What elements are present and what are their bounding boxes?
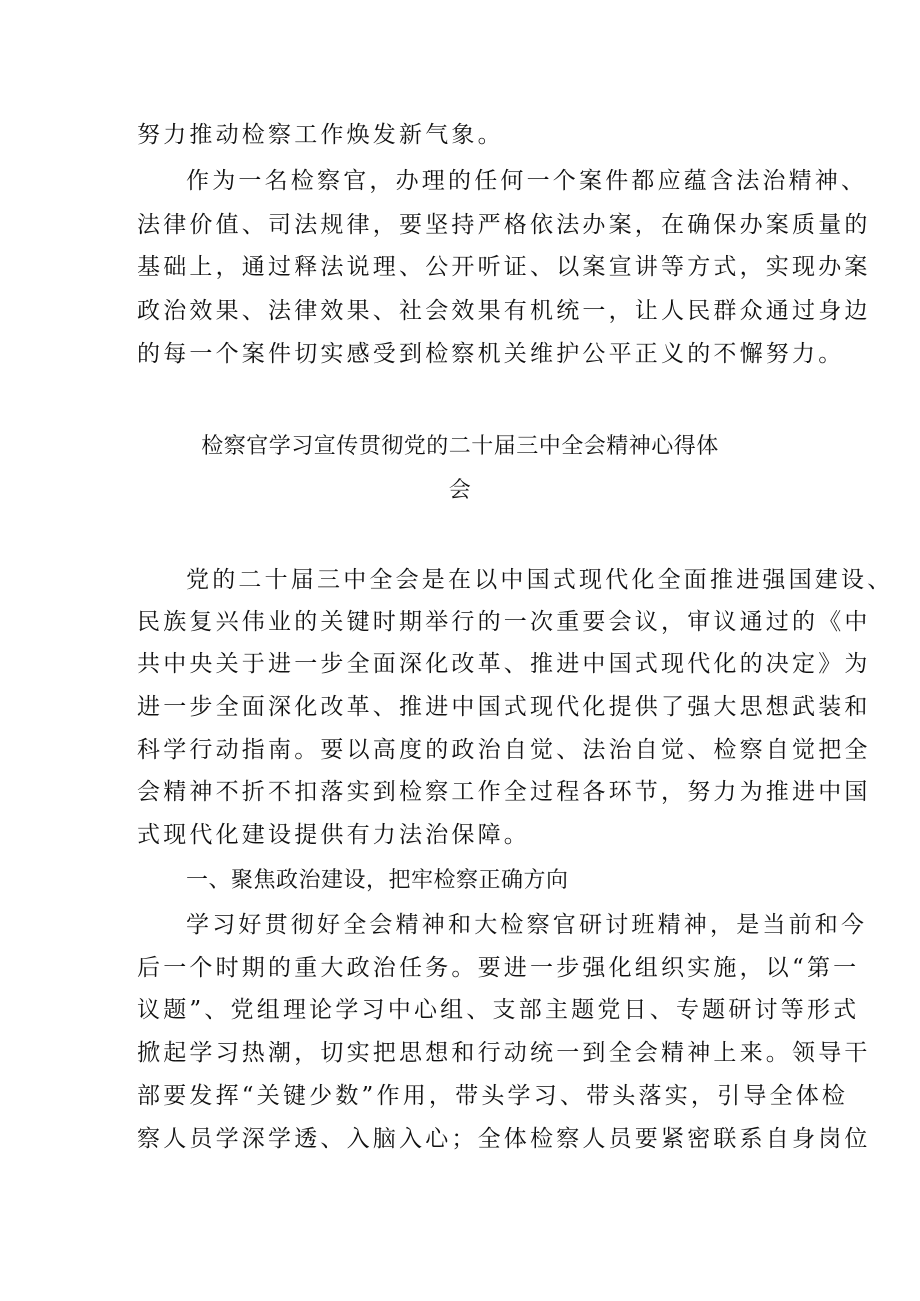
paragraph-1-line-4: 政治效果、法律效果、社会效果有机统一，让人民群众通过身边: [137, 298, 871, 324]
article-title-line-1: 检察官学习宣传贯彻党的二十届三中全会精神心得体: [201, 434, 719, 459]
paragraph-2-line-7: 式现代化建设提供有力法治保障。: [137, 822, 530, 848]
paragraph-2-line-4: 进一步全面深化改革、推进中国式现代化提供了强大思想武装和: [137, 694, 871, 720]
paragraph-2-line-2: 民族复兴伟业的关键时期举行的一次重要会议，审议通过的《中: [137, 609, 871, 635]
paragraph-1-line-5: 的每一个案件切实感受到检察机关维护公平正义的不懈努力。: [137, 341, 845, 367]
paragraph-3-line-1: 学习好贯彻好全会精神和大检察官研讨班精神，是当前和今: [186, 912, 868, 938]
paragraph-1-line-2: 法律价值、司法规律，要坚持严格依法办案，在确保办案质量的: [137, 212, 871, 238]
paragraph-1-line-1: 作为一名检察官，办理的任何一个案件都应蕴含法治精神、: [186, 168, 868, 194]
paragraph-3-line-3: 议题”、党组理论学习中心组、支部主题党日、专题研讨等形式: [137, 997, 860, 1023]
paragraph-2-line-6: 会精神不折不扣落实到检察工作全过程各环节，努力为推进中国: [137, 779, 871, 805]
paragraph-3-line-6: 察人员学深学透、入脑入心；全体检察人员要紧密联系自身岗位: [137, 1126, 871, 1152]
continuation-line-1: 努力推动检察工作焕发新气象。: [137, 122, 504, 148]
paragraph-3-line-5: 部要发挥“关键少数”作用，带头学习、带头落实，引导全体检: [137, 1083, 849, 1109]
paragraph-1-line-3: 基础上，通过释法说理、公开听证、以案宣讲等方式，实现办案: [137, 254, 871, 280]
section-heading: 一、聚焦政治建设，把牢检察正确方向: [186, 868, 569, 893]
paragraph-2-line-1: 党的二十届三中全会是在以中国式现代化全面推进强国建设、: [186, 567, 894, 593]
paragraph-2-line-5: 科学行动指南。要以高度的政治自觉、法治自觉、检察自觉把全: [137, 737, 871, 763]
article-title-line-2: 会: [448, 478, 472, 503]
paragraph-2-line-3: 共中央关于进一步全面深化改革、推进中国式现代化的决定》为: [137, 651, 871, 677]
paragraph-3-line-4: 掀起学习热潮，切实把思想和行动统一到全会精神上来。领导干: [137, 1040, 871, 1066]
paragraph-3-line-2: 后一个时期的重大政治任务。要进一步强化组织实施，以“第一: [137, 955, 860, 981]
